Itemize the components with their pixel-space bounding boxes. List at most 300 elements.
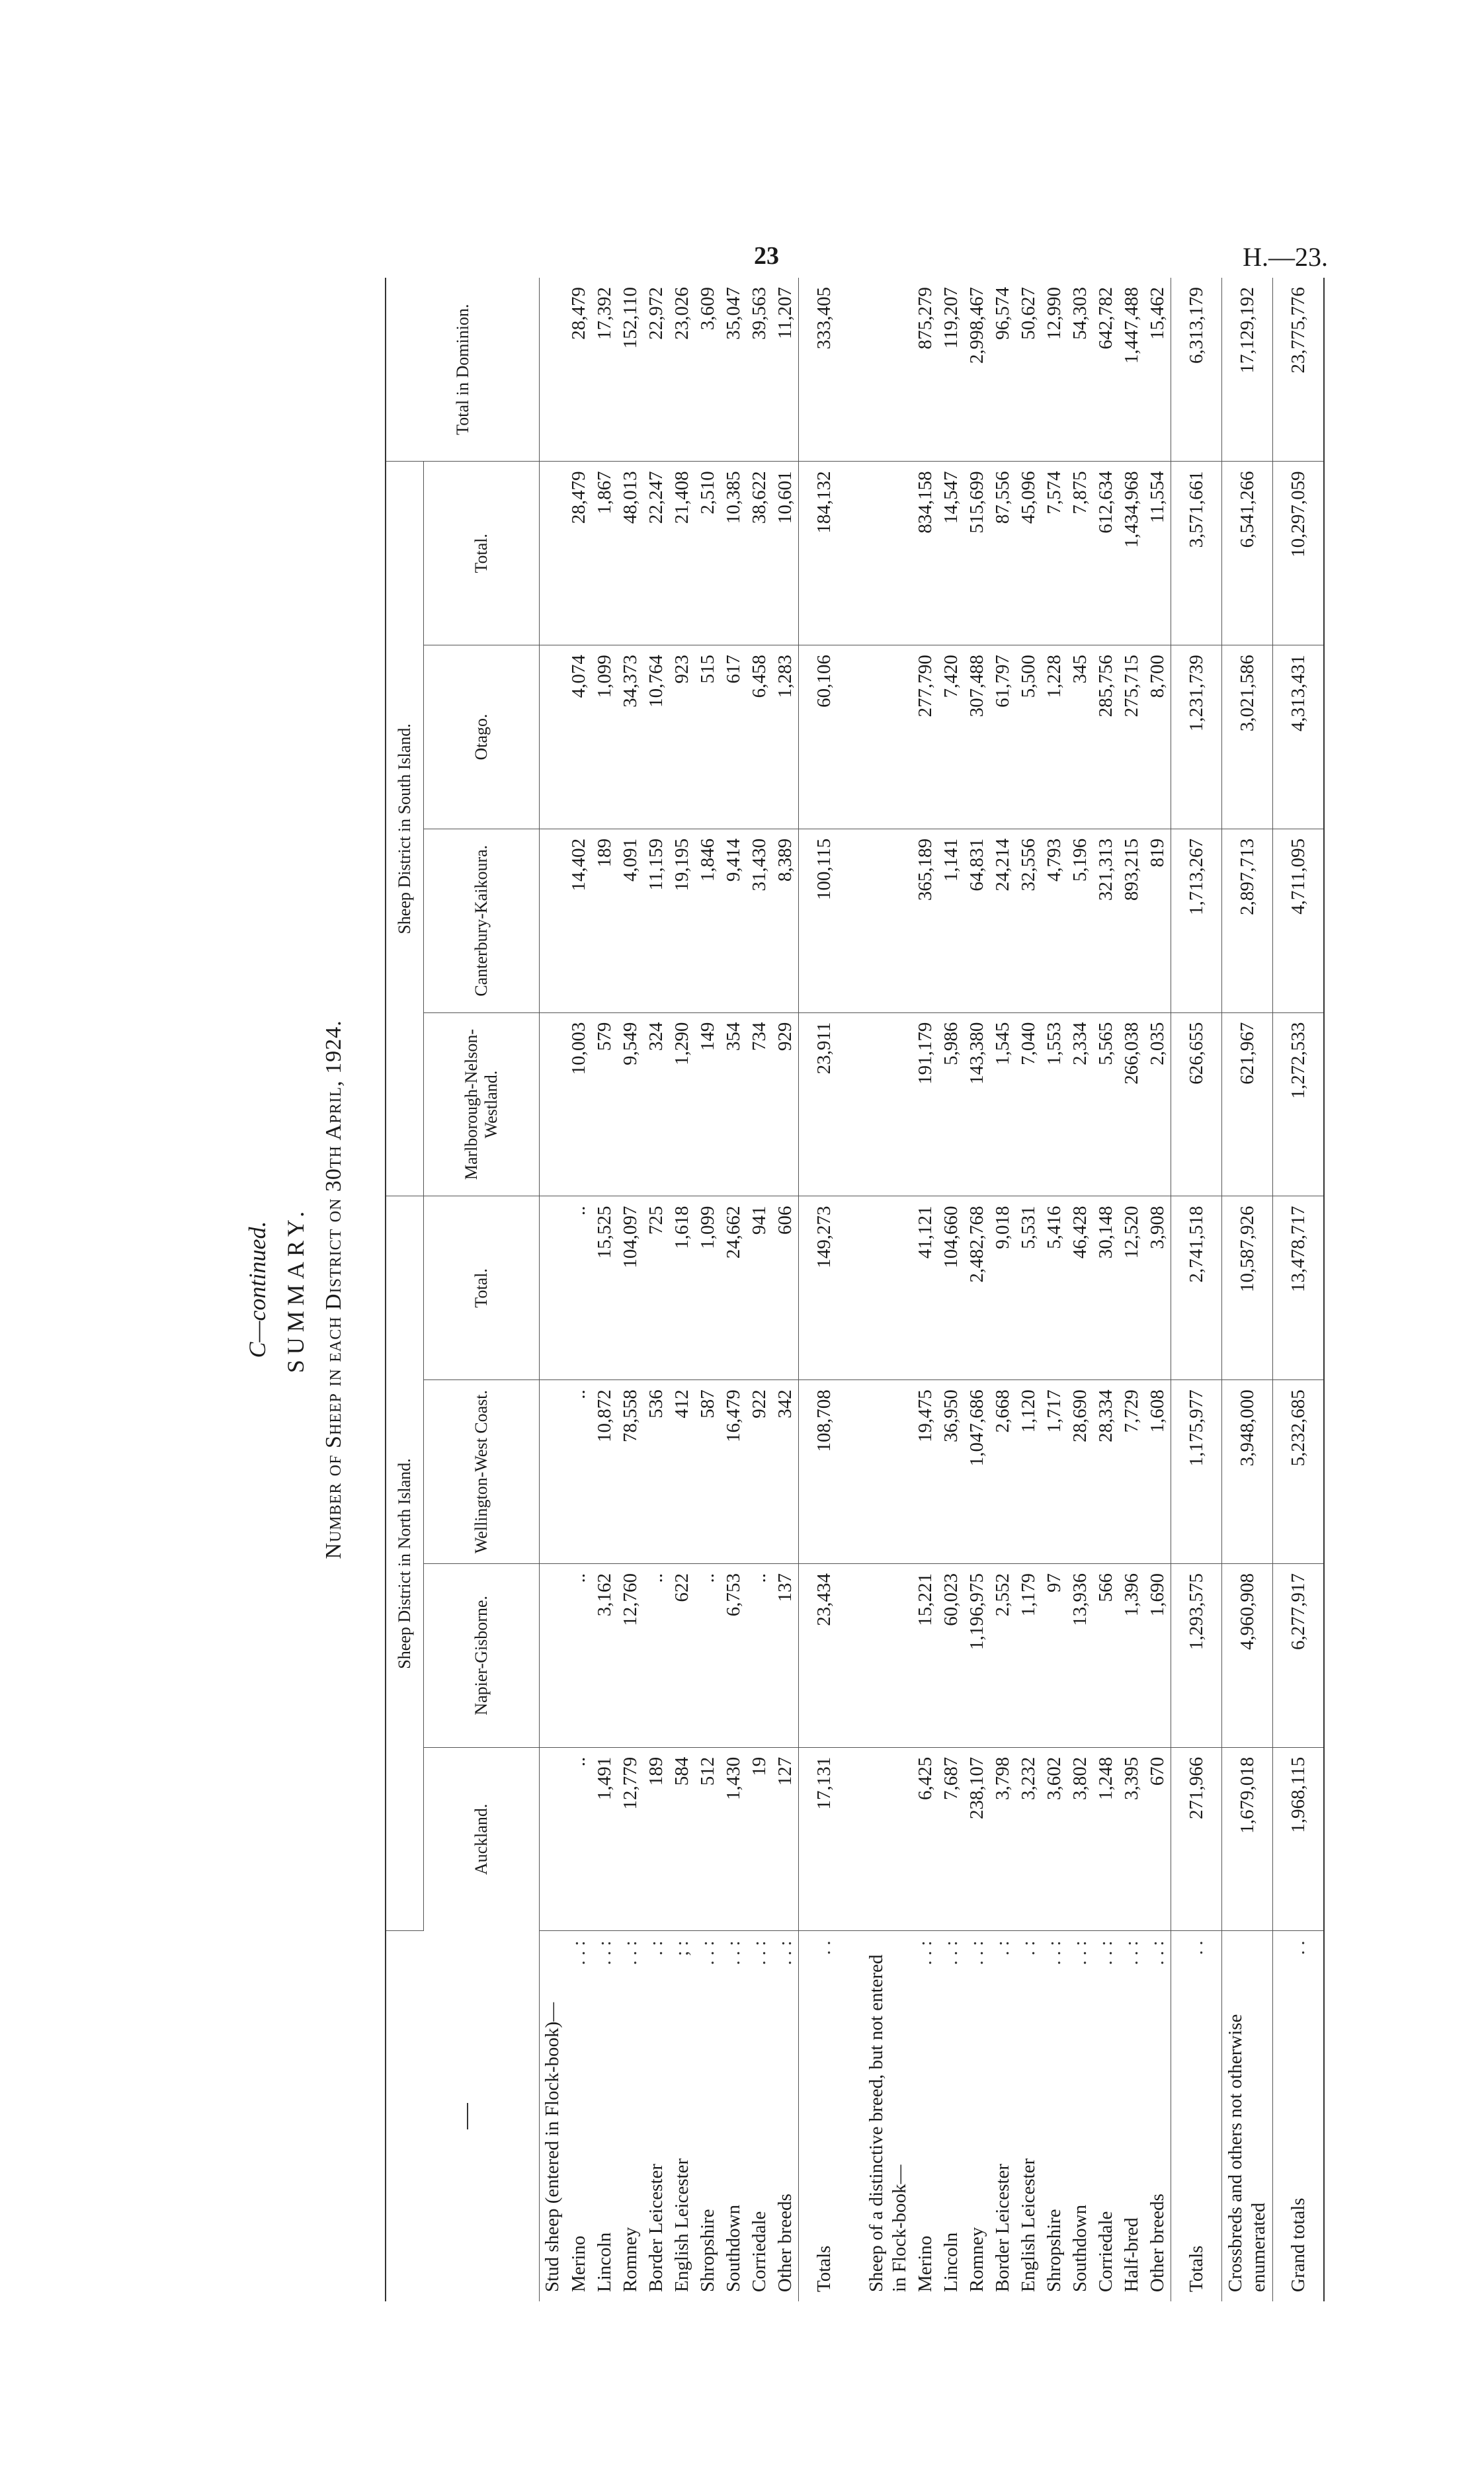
col-header-otago: Otago. [424,645,540,829]
row-label [1016,1931,1042,2301]
value-cell: .. [747,1563,772,1747]
value-cell: 6,277,917 [1273,1563,1325,1747]
row-label-text: Totals [1185,2245,1207,2292]
value-cell: 48,013 [618,462,643,645]
value-cell: 1,099 [592,645,618,829]
sheep-summary-table [385,278,1325,2301]
value-cell: 725 [643,1196,669,1380]
value-cell: 15,462 [1145,278,1171,462]
value-cell: 4,313,431 [1273,645,1325,829]
row-label-text: Corriedale [1095,2211,1116,2292]
value-cell: 10,003 [566,1012,592,1196]
empty-cell [540,829,567,1012]
value-cell: 6,541,266 [1222,462,1273,645]
value-cell: 1,717 [1042,1380,1067,1564]
row-label [772,1931,799,2301]
row-label [592,1931,618,2301]
value-cell: 36,950 [938,1380,964,1564]
value-cell: 7,729 [1119,1380,1145,1564]
row-label [938,1931,964,2301]
value-cell: 97 [1042,1563,1067,1747]
value-cell: 1,396 [1119,1563,1145,1747]
value-cell: 149 [695,1012,721,1196]
value-cell: .. [566,1196,592,1380]
value-cell: 14,402 [566,829,592,1012]
value-cell: 922 [747,1380,772,1564]
row-label-text: Romney [966,2227,987,2292]
value-cell: 23,026 [669,278,695,462]
row-leader-dots: . . : [1044,1940,1065,1965]
row-label [1222,1931,1273,2301]
stud-row [643,278,669,2301]
value-cell: 1,434,968 [1119,462,1145,645]
spacer-cell [849,462,864,645]
value-cell: 2,998,467 [964,278,990,462]
value-cell: 365,189 [913,829,938,1012]
value-cell: 7,420 [938,645,964,829]
value-cell: 3,908 [1145,1196,1171,1380]
spacer-cell [849,645,864,829]
value-cell: 10,297,059 [1273,462,1325,645]
row-label-header [386,1931,540,2301]
value-cell: 28,690 [1067,1380,1093,1564]
value-cell: 17,392 [592,278,618,462]
value-cell: 10,601 [772,462,799,645]
value-cell: 1,248 [1093,1747,1119,1931]
row-label-text: Corriedale [749,2211,770,2292]
row-leader-dots: . : [992,1940,1013,1956]
row-label-text: Border Leicester [992,2163,1013,2292]
value-cell: 307,488 [964,645,990,829]
stud-row [618,278,643,2301]
value-cell: 587 [695,1380,721,1564]
value-cell: 87,556 [990,462,1016,645]
stud-row [592,278,618,2301]
value-cell: 321,313 [1093,829,1119,1012]
value-cell: 24,662 [721,1196,747,1380]
value-cell: 16,479 [721,1380,747,1564]
value-cell: 9,414 [721,829,747,1012]
distinctive-row [1067,278,1093,2301]
value-cell: 1,846 [695,829,721,1012]
crossbreds-row [1222,278,1273,2301]
row-label-text: Romney [620,2227,641,2292]
value-cell: 354 [721,1012,747,1196]
value-cell: 2,741,518 [1171,1196,1222,1380]
value-cell: 19 [747,1747,772,1931]
value-cell: 108,708 [799,1380,850,1564]
value-cell: 536 [643,1380,669,1564]
value-cell: 23,434 [799,1563,850,1747]
row-label [721,1931,747,2301]
value-cell: 22,247 [643,462,669,645]
value-cell: 622 [669,1563,695,1747]
row-leader-dots: . . : [774,1940,796,1965]
value-cell: 45,096 [1016,462,1042,645]
value-cell: 6,458 [747,645,772,829]
value-cell: 189 [643,1747,669,1931]
stud-row [747,278,772,2301]
row-leader-dots: . . [1287,1940,1309,1955]
value-cell: 3,162 [592,1563,618,1747]
value-cell: 5,531 [1016,1196,1042,1380]
value-cell: 566 [1093,1563,1119,1747]
value-cell: 13,478,717 [1273,1196,1325,1380]
col-header-south-total: Total. [424,462,540,645]
value-cell: 23,911 [799,1012,850,1196]
value-cell: 19,475 [913,1380,938,1564]
value-cell: 8,389 [772,829,799,1012]
row-label-text: English Leicester [1018,2158,1039,2292]
row-leader-dots: . . [813,1940,835,1955]
value-cell: 24,214 [990,829,1016,1012]
value-cell: 10,872 [592,1380,618,1564]
empty-cell [540,1380,567,1564]
row-label [913,1931,938,2301]
value-cell: 7,687 [938,1747,964,1931]
value-cell: 137 [772,1563,799,1747]
value-cell: 324 [643,1012,669,1196]
distinctive-row [1093,278,1119,2301]
row-label [566,1931,592,2301]
stud-row [566,278,592,2301]
summary-heading: SUMMARY. [282,1206,309,1374]
empty-cell [540,278,567,462]
row-leader-dots: . . : [568,1940,589,1965]
value-cell: 277,790 [913,645,938,829]
value-cell: 3,571,661 [1171,462,1222,645]
spacer-cell [849,1380,864,1564]
col-header-north-total: Total. [424,1196,540,1380]
row-label-text: Other breeds [1147,2194,1168,2292]
value-cell: 31,430 [747,829,772,1012]
value-cell: 617 [721,645,747,829]
row-leader-dots: . . : [1121,1940,1142,1965]
value-cell: 5,232,685 [1273,1380,1325,1564]
value-cell: 1,545 [990,1012,1016,1196]
row-leader-dots: . . : [966,1940,987,1965]
value-cell: 10,764 [643,645,669,829]
distinctive-row [1042,278,1067,2301]
spacer-cell [849,1747,864,1931]
value-cell: 3,948,000 [1222,1380,1273,1564]
value-cell: 834,158 [913,462,938,645]
value-cell: 6,425 [913,1747,938,1931]
value-cell: 1,175,977 [1171,1380,1222,1564]
value-cell: 32,556 [1016,829,1042,1012]
empty-cell [864,1012,913,1196]
empty-cell [540,462,567,645]
value-cell: 412 [669,1380,695,1564]
value-cell: 584 [669,1747,695,1931]
value-cell: 23,775,776 [1273,278,1325,462]
row-label-text: Shropshire [697,2209,718,2292]
stud-row [772,278,799,2301]
value-cell: 3,602 [1042,1747,1067,1931]
spacer-cell [849,1196,864,1380]
distinctive-row [964,278,990,2301]
value-cell: 923 [669,645,695,829]
value-cell: 13,936 [1067,1563,1093,1747]
row-label [1067,1931,1093,2301]
value-cell: 1,141 [938,829,964,1012]
row-leader-dots: . . : [594,1940,615,1965]
row-label-text: Border Leicester [645,2163,667,2292]
row-label [1145,1931,1171,2301]
value-cell: 929 [772,1012,799,1196]
row-label-text: Southdown [1069,2204,1091,2292]
value-cell: 285,756 [1093,645,1119,829]
row-leader-dots: ; : [671,1940,692,1956]
value-cell: 39,563 [747,278,772,462]
row-label [618,1931,643,2301]
value-cell: 22,972 [643,278,669,462]
stud-row [721,278,747,2301]
value-cell: 1,553 [1042,1012,1067,1196]
value-cell: 1,618 [669,1196,695,1380]
value-cell: .. [566,1380,592,1564]
value-cell: 78,558 [618,1380,643,1564]
value-cell: 119,207 [938,278,964,462]
value-cell: 28,479 [566,278,592,462]
value-cell: 1,447,488 [1119,278,1145,462]
distinctive-row [1016,278,1042,2301]
value-cell: 1,679,018 [1222,1747,1273,1931]
spacer-cell [849,1012,864,1196]
value-cell: 3,609 [695,278,721,462]
row-label [1171,1931,1222,2301]
value-cell: 1,690 [1145,1563,1171,1747]
value-cell: 4,793 [1042,829,1067,1012]
value-cell: 61,797 [990,645,1016,829]
value-cell: 1,228 [1042,645,1067,829]
value-cell: .. [695,1563,721,1747]
value-cell: 606 [772,1196,799,1380]
row-label [799,1931,850,2301]
row-leader-dots: . . : [749,1940,770,1965]
value-cell: 238,107 [964,1747,990,1931]
row-label [1093,1931,1119,2301]
empty-cell [864,1196,913,1380]
value-cell: 12,520 [1119,1196,1145,1380]
value-cell: 3,395 [1119,1747,1145,1931]
stud-row [669,278,695,2301]
value-cell: 11,159 [643,829,669,1012]
value-cell: 104,097 [618,1196,643,1380]
value-cell: 1,968,115 [1273,1747,1325,1931]
value-cell: 670 [1145,1747,1171,1931]
empty-cell [540,645,567,829]
value-cell: 28,334 [1093,1380,1119,1564]
value-cell: 2,035 [1145,1012,1171,1196]
value-cell: 17,129,192 [1222,278,1273,462]
empty-cell [540,1563,567,1747]
value-cell: 1,430 [721,1747,747,1931]
value-cell: 893,215 [1119,829,1145,1012]
value-cell: 28,479 [566,462,592,645]
value-cell: .. [566,1563,592,1747]
value-cell: 3,021,586 [1222,645,1273,829]
value-cell: 19,195 [669,829,695,1012]
value-cell: 1,290 [669,1012,695,1196]
empty-cell [864,278,913,462]
value-cell: 5,986 [938,1012,964,1196]
row-label [990,1931,1016,2301]
value-cell: 1,491 [592,1747,618,1931]
row-label [747,1931,772,2301]
distinctive-row [990,278,1016,2301]
row-label [964,1931,990,2301]
spacer-cell [849,829,864,1012]
value-cell: 12,779 [618,1747,643,1931]
table-titles [238,278,377,2301]
value-cell: 100,115 [799,829,850,1012]
row-leader-dots: . . : [1069,1940,1091,1965]
grand-totals-row [1273,278,1325,2301]
value-cell: 54,303 [1067,278,1093,462]
rotated-summary-table-panel [238,278,1422,2301]
value-cell: 266,038 [1119,1012,1145,1196]
row-label [669,1931,695,2301]
value-cell: 512 [695,1747,721,1931]
distinctive-row [913,278,938,2301]
row-label-text: Merino [568,2235,589,2292]
value-cell: 4,711,095 [1273,829,1325,1012]
row-label-text: Shropshire [1044,2209,1065,2292]
value-cell: 8,700 [1145,645,1171,829]
value-cell: 152,110 [618,278,643,462]
spacer-cell [849,278,864,462]
value-cell: 342 [772,1380,799,1564]
value-cell: 2,482,768 [964,1196,990,1380]
row-label [1119,1931,1145,2301]
spacer-cell [849,1931,864,2301]
value-cell: 50,627 [1016,278,1042,462]
row-label-text: Southdown [723,2204,744,2292]
empty-cell [864,462,913,645]
north-island-group-header: Sheep District in North Island. [386,1196,424,1931]
distinctive-section-title [864,278,913,2301]
value-cell: 11,207 [772,278,799,462]
value-cell: 4,091 [618,829,643,1012]
value-cell: 515 [695,645,721,829]
value-cell: 1,272,533 [1273,1012,1325,1196]
value-cell: 104,660 [938,1196,964,1380]
row-label-text: Crossbreds and others not otherwise enumerated [1225,2014,1269,2292]
value-cell: 12,760 [618,1563,643,1747]
value-cell: 3,232 [1016,1747,1042,1931]
value-cell: 941 [747,1196,772,1380]
row-leader-dots: . . : [620,1940,641,1965]
value-cell: 1,713,267 [1171,829,1222,1012]
value-cell: 5,500 [1016,645,1042,829]
value-cell: 46,428 [1067,1196,1093,1380]
value-cell: 345 [1067,645,1093,829]
value-cell: 9,549 [618,1012,643,1196]
empty-cell [864,1747,913,1931]
stud-totals-row [799,278,850,2301]
value-cell: 5,196 [1067,829,1093,1012]
value-cell: 21,408 [669,462,695,645]
value-cell: 7,040 [1016,1012,1042,1196]
value-cell: 5,565 [1093,1012,1119,1196]
value-cell: 642,782 [1093,278,1119,462]
value-cell: .. [566,1747,592,1931]
value-cell: 6,313,179 [1171,278,1222,462]
row-label-text: Half-bred [1121,2217,1142,2292]
distinctive-row [1119,278,1145,2301]
row-label [1273,1931,1325,2301]
value-cell: 184,132 [799,462,850,645]
value-cell: 333,405 [799,278,850,462]
row-leader-dots: . . : [915,1940,936,1965]
row-label [695,1931,721,2301]
value-cell: 1,867 [592,462,618,645]
row-label-text: Merino [915,2235,936,2292]
value-cell: 1,196,975 [964,1563,990,1747]
row-label-text: Grand totals [1287,2198,1309,2292]
row-label-text: English Leicester [671,2158,692,2292]
value-cell: 1,283 [772,645,799,829]
value-cell: 1,231,739 [1171,645,1222,829]
south-island-group-header: Sheep District in South Island. [386,462,424,1196]
value-cell: 60,023 [938,1563,964,1747]
value-cell: 10,385 [721,462,747,645]
value-cell: 2,552 [990,1563,1016,1747]
row-label-text: Lincoln [594,2232,615,2292]
row-leader-dots: . . [1185,1940,1207,1955]
value-cell: 60,106 [799,645,850,829]
value-cell: 1,293,575 [1171,1563,1222,1747]
value-cell: 2,334 [1067,1012,1093,1196]
value-cell: 191,179 [913,1012,938,1196]
value-cell: 38,622 [747,462,772,645]
empty-cell [864,829,913,1012]
col-header-napier-gisborne: Napier-Gisborne. [424,1563,540,1747]
value-cell: 875,279 [913,278,938,462]
value-cell: 34,373 [618,645,643,829]
value-cell: 626,655 [1171,1012,1222,1196]
page-number: 23 [754,242,779,270]
value-cell: 11,554 [1145,462,1171,645]
row-label-text: Other breeds [774,2194,796,2292]
value-cell: 612,634 [1093,462,1119,645]
empty-cell [540,1196,567,1380]
stud-section-title-label: Stud sheep (entered in Flock-book)— [542,2002,563,2292]
value-cell: 5,416 [1042,1196,1067,1380]
row-leader-dots: . : [1018,1940,1039,1956]
document-reference: H.—23. [1243,242,1328,272]
value-cell: 127 [772,1747,799,1931]
distinctive-row [1145,278,1171,2301]
row-leader-dots: . . : [697,1940,718,1965]
empty-cell [540,1012,567,1196]
value-cell: 819 [1145,829,1171,1012]
col-header-auckland: Auckland. [424,1747,540,1931]
value-cell: 1,179 [1016,1563,1042,1747]
value-cell: 579 [592,1012,618,1196]
value-cell: 9,018 [990,1196,1016,1380]
value-cell: 10,587,926 [1222,1196,1273,1380]
value-cell: 14,547 [938,462,964,645]
value-cell: 3,802 [1067,1747,1093,1931]
stud-row [695,278,721,2301]
value-cell: 6,753 [721,1563,747,1747]
row-label-text: Lincoln [940,2232,962,2292]
row-label [1042,1931,1067,2301]
value-cell: 15,525 [592,1196,618,1380]
distinctive-totals-row [1171,278,1222,2301]
